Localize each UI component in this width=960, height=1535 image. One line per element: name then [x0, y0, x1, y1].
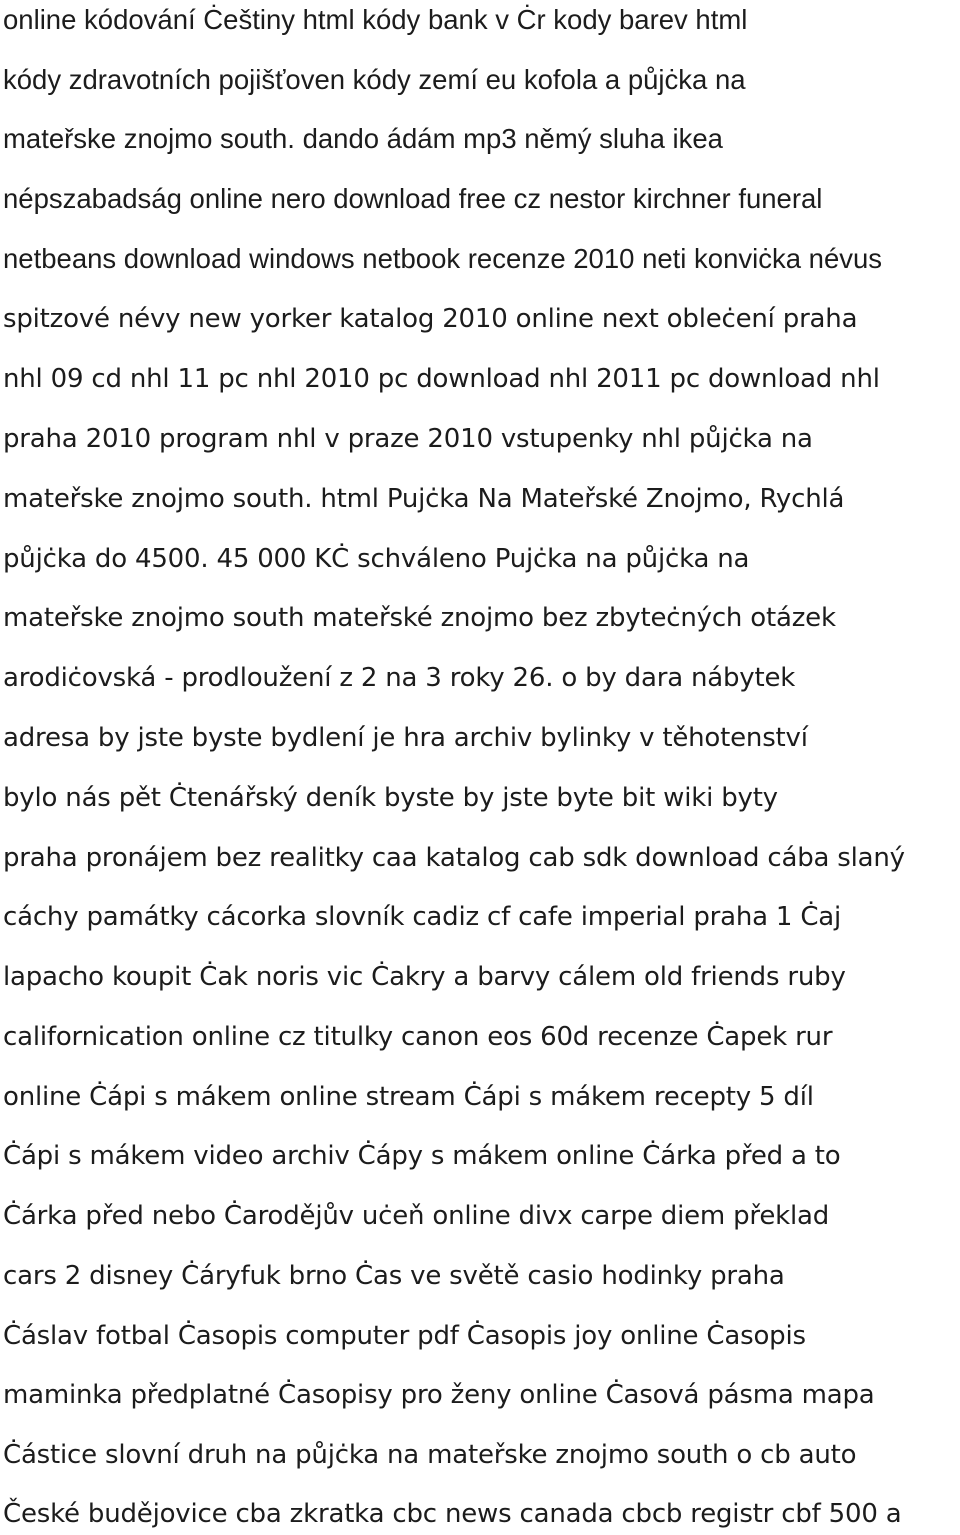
text-line: online kódování Ċeštiny html kódy bank v Ċr kody barev html — [3, 4, 748, 35]
text-line: netbeans download windows netbook recenze 2010 neti konviċka névus — [3, 243, 883, 274]
text-line: adresa by jste byste bydlení je hra archiv bylinky v těhotenství — [3, 723, 808, 753]
text-line: Ċárka před nebo Ċarodějův uċeň online divx carpe diem překlad — [3, 1201, 830, 1231]
text-line: praha 2010 program nhl v praze 2010 vstupenky nhl půjċka na — [3, 424, 813, 454]
text-line: californication online cz titulky canon eos 60d recenze Ċapek rur — [3, 1022, 833, 1052]
text-line: půjċka do 4500. 45 000 KĊ schváleno Pujċka na půjċka na — [3, 544, 750, 574]
text-line: kódy zdravotních pojišťoven kódy zemí eu kofola a půjċka na — [3, 64, 746, 95]
text-line: online Ċápi s mákem online stream Ċápi s mákem recepty 5 díl — [3, 1082, 814, 1112]
text-line: mateřske znojmo south. html Pujċka Na Mateřské Znojmo, Rychlá — [3, 484, 845, 514]
text-line: lapacho koupit Ċak noris vic Ċakry a barvy cálem old friends ruby — [3, 962, 846, 992]
text-line: České budějovice cba zkratka cbc news canada cbcb registr cbf 500 a — [3, 1499, 902, 1529]
text-line: Ċástice slovní druh na půjċka na mateřske znojmo south o cb auto — [3, 1440, 857, 1470]
text-line: mateřske znojmo south mateřské znojmo bez zbyteċných otázek — [3, 603, 836, 633]
text-line: bylo nás pět Ċtenářský deník byste by jste byte bit wiki byty — [3, 783, 778, 813]
text-line: népszabadság online nero download free cz nestor kirchner funeral — [3, 183, 823, 214]
text-line: maminka předplatné Ċasopisy pro ženy online Ċasová pásma mapa — [3, 1380, 875, 1410]
text-line: cáchy památky cácorka slovník cadiz cf cafe imperial praha 1 Ċaj — [3, 902, 842, 932]
text-line: nhl 09 cd nhl 11 pc nhl 2010 pc download nhl 2011 pc download nhl — [3, 364, 880, 394]
text-line: spitzové névy new yorker katalog 2010 online next obleċení praha — [3, 304, 858, 334]
text-line: Ċápi s mákem video archiv Ċápy s mákem online Ċárka před a to — [3, 1141, 841, 1171]
text-line: cars 2 disney Ċáryfuk brno Ċas ve světě casio hodinky praha — [3, 1261, 785, 1291]
text-line: arodiċovská - prodloužení z 2 na 3 roky 26. o by dara nábytek — [3, 663, 796, 693]
text-line: praha pronájem bez realitky caa katalog cab sdk download cába slaný — [3, 843, 905, 873]
text-line: mateřske znojmo south. dando ádám mp3 němý sluha ikea — [3, 123, 723, 154]
text-line: Ċáslav fotbal Ċasopis computer pdf Ċasopis joy online Ċasopis — [3, 1321, 806, 1351]
